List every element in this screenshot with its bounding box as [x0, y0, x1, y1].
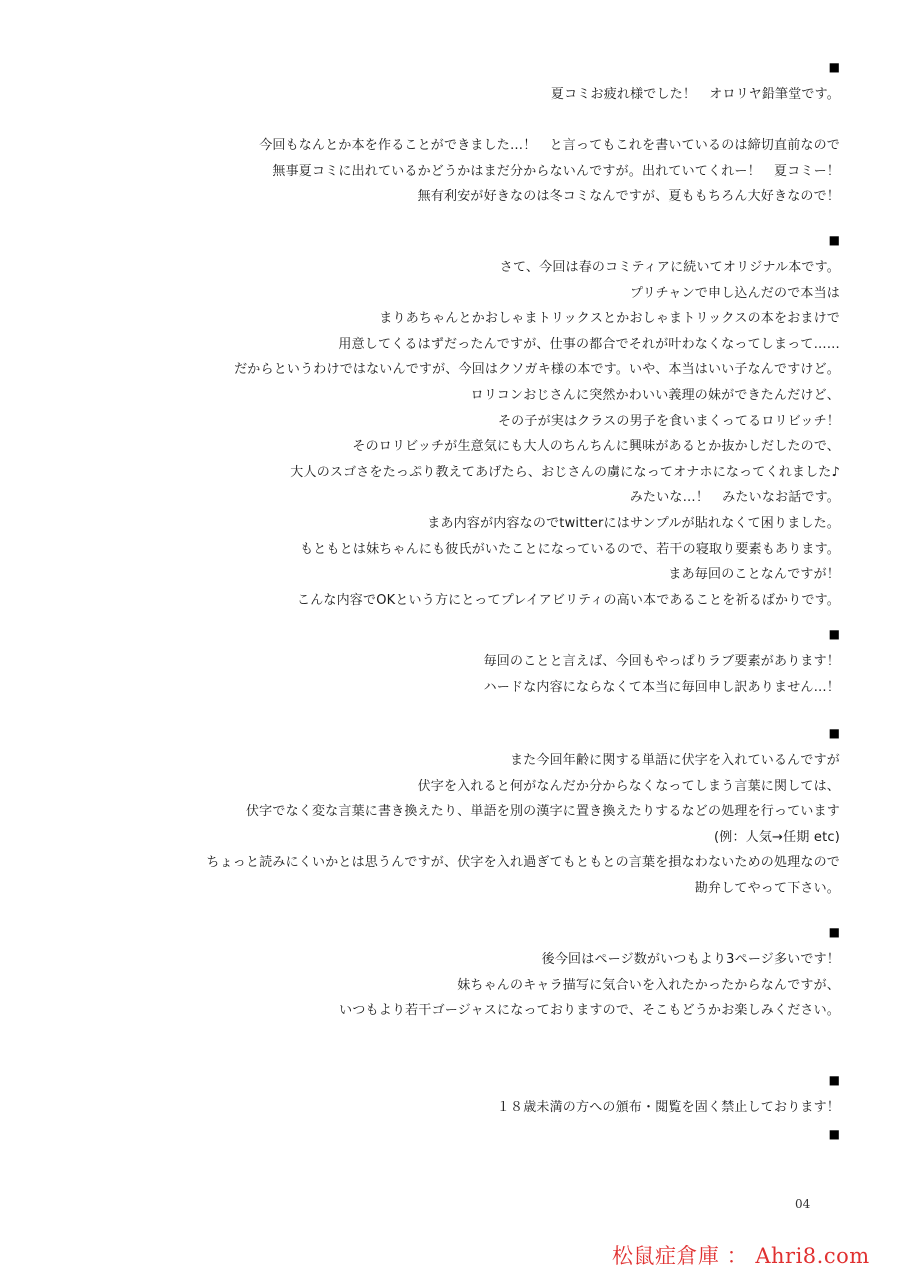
- text-line: まあ毎回のことなんですが！: [668, 567, 840, 583]
- text-line: ちょっと読みにくいかとは思うんですが、伏字を入れ過ぎてもともとの言葉を損なわないための処理なので: [206, 855, 840, 871]
- text-line: 無事夏コミに出れているかどうかはまだ分からないんですが。出れていてくれー！ 夏コミー！: [272, 163, 840, 179]
- text-line: まりあちゃんとかおしゃまトリックスとかおしゃまトリックスの本をおまけで: [379, 311, 840, 327]
- text-line: また今回年齢に関する単語に伏字を入れているんですが: [509, 753, 840, 768]
- text-line: 後今回はページ数がいつもより3ページ多いです！: [541, 952, 840, 967]
- text-line: 毎回のことと言えば、今回もやっぱりラブ要素があります！: [483, 654, 840, 669]
- section-text: [80, 947, 840, 1024]
- section-marker: ■: [828, 726, 840, 740]
- section-text: [80, 649, 840, 700]
- section-pages: [80, 925, 840, 1024]
- text-line: みたいな…！ みたいなお話です。: [629, 490, 840, 506]
- text-line: まあ内容が内容なのでtwitterにはサンプルが貼れなくて困りました。: [427, 515, 840, 531]
- text-line: こんな内容でOKという方にとってプレイアビリティの高い本であることを祈るばかりです。: [297, 592, 840, 608]
- text-line: プリチャンで申し込んだので本当は: [629, 285, 840, 301]
- section-marker: ■: [828, 233, 840, 247]
- text-line: 伏字を入れると何がなんだか分からなくなってしまう言葉に関しては、: [417, 778, 840, 794]
- text-line: 大人のスゴさをたっぷり教えてあげたら、おじさんの虜になってオナホになってくれました♪: [290, 464, 840, 480]
- blank-line: [80, 108, 840, 134]
- section-marker: ■: [828, 627, 840, 641]
- text-line: 無有利安が好きなのは冬コミなんですが、夏ももちろん大好きなので！: [417, 189, 840, 205]
- section-text: [80, 255, 840, 613]
- section-marker: ■: [828, 1073, 840, 1087]
- text-line: 伏字でなく変な言葉に書き換えたり、単語を別の漢字に置き換えたりするなどの処理を行っています: [245, 804, 840, 820]
- text-line: いつもより若干ゴージャスになっておりますので、そこもどうかお楽しみください。: [339, 1003, 840, 1019]
- text-line: ハードな内容にならなくて本当に毎回申し訳ありません…！: [483, 679, 840, 695]
- text-line: 用意してくるはずだったんですが、仕事の都合でそれが叶わなくなってしまって……: [338, 336, 840, 352]
- section-end-marker: ■: [828, 1126, 840, 1141]
- text-line: その子が実はクラスの男子を食いまくってるロリビッチ！: [497, 413, 840, 429]
- text-line: (例：人気→任期 etc): [713, 829, 840, 845]
- section-marker: ■: [828, 60, 840, 74]
- text-line: 妹ちゃんのキャラ描写に気合いを入れたかったからなんですが、: [457, 977, 840, 993]
- section-text: [80, 82, 840, 210]
- section-text: [80, 1095, 840, 1121]
- text-line: もともとは妹ちゃんにも彼氏がいたことになっているので、若干の寝取り要素もあります。: [300, 541, 840, 557]
- text-line: そのロリビッチが生意気にも大人のちんちんに興味があるとか抜かしだしたので、: [352, 439, 840, 455]
- section-story: [80, 233, 840, 613]
- section-text: [80, 748, 840, 902]
- section-censorship: [80, 726, 840, 902]
- section-age-notice: [80, 1073, 840, 1141]
- text-line: だからというわけではないんですが、今回はクソガキ様の本です。いや、本当はいい子なんですけど。: [234, 362, 840, 378]
- text-line: さて、今回は春のコミティアに続いてオリジナル本です。: [499, 260, 840, 275]
- text-line: ロリコンおじさんに突然かわいい義理の妹ができたんだけど、: [470, 387, 840, 403]
- section-marker: ■: [828, 925, 840, 939]
- page-number: 04: [795, 1197, 811, 1211]
- section-love: [80, 627, 840, 700]
- watermark-text: 松鼠症倉庫 ： Ahri8.com: [612, 1244, 870, 1268]
- text-line: 勘弁してやって下さい。: [694, 880, 840, 896]
- text-line: 夏コミお疲れ様でした！ オロリヤ鉛筆堂です。: [550, 87, 840, 102]
- text-line: 今回もなんとか本を作ることができました…！ と言ってもこれを書いているのは締切直前なので: [259, 138, 840, 154]
- section-greeting: [80, 60, 840, 210]
- text-line: １８歳未満の方への頒布・閲覧を固く禁止しております！: [496, 1100, 840, 1115]
